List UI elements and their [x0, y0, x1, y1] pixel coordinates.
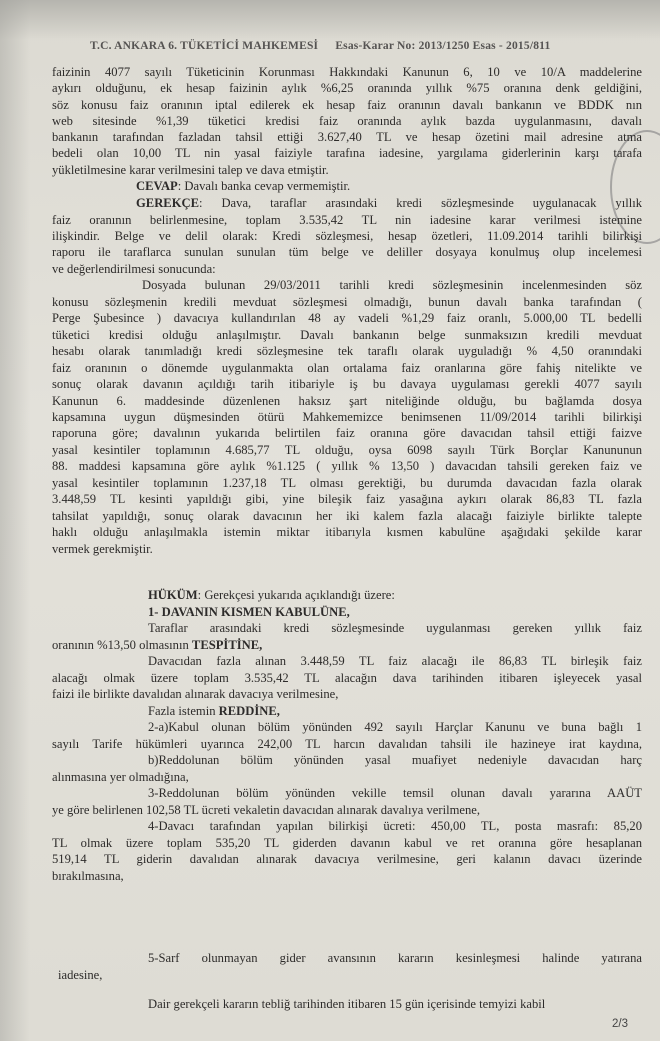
text-line: [58, 967, 642, 983]
text-line: [52, 996, 642, 1012]
court-name: T.C. ANKARA 6. TÜKETİCİ MAHKEMESİ: [90, 40, 319, 52]
section-heading: HÜKÜM: [148, 588, 198, 602]
text-line: [52, 752, 642, 768]
text-line: [52, 653, 642, 669]
line-text: oranının %13,50 olmasının: [52, 638, 192, 652]
text-line: [52, 736, 642, 752]
line-text: alınmasına yer olmadığına,: [52, 770, 189, 784]
line-text: faiz oranının o dönemde uygulanmakta olan ortalama faiz oranlarına göre fahiş nitelikte ve: [52, 361, 642, 375]
line-text: yasal kesintiler toplamının 1.237,18 TL olması gerektiği, bu durumda davacıdan fazla olarak: [52, 476, 642, 490]
line-text: faizi ile birlikte davalıdan alınarak davacıya verilmesine,: [52, 687, 339, 701]
text-line: [52, 113, 642, 129]
text-line: [52, 541, 642, 557]
text-line: [52, 327, 642, 343]
line-text: iadesine,: [58, 968, 103, 982]
text-line: [52, 64, 642, 80]
line-text: 3-Reddolunan bölüm yönünden vekille temsil olunan davalı yararına AAÜT: [148, 786, 642, 800]
line-text: Fazla istemin: [148, 704, 219, 718]
line-text: faizinin 4077 sayılı Tüketicinin Korunması Hakkındaki Kanunun 6, 10 ve 10/A maddelerine: [52, 65, 642, 79]
line-text: 3.448,59 TL kesinti yapıldığı gibi, yine bileşik faiz yasağına aykırı olarak 86,83 TL fazla: [52, 492, 642, 506]
line-text: : Dava, taraflar arasındaki kredi sözleşmesinde uygulanacak yıllık: [198, 196, 642, 210]
text-line: [52, 835, 642, 851]
emphasized-text: TESPİTİNE,: [191, 638, 263, 652]
line-text: Dair gerekçeli kararın tebliğ tarihinden itibaren 15 gün içerisinde temyizi kabil: [148, 997, 546, 1011]
line-text: 88. maddesi kapsamına göre aylık %1.125 ( yıllık % 13,50 ) davacıdan tahsili gereken faiz ve: [52, 459, 642, 473]
emphasized-text: 1- DAVANIN KISMEN KABULÜNE,: [148, 605, 350, 619]
line-text: tüketici kredisi olduğu anlaşılmıştır. Davalı bankanın belge sunmaksızın kredili mevduat: [52, 328, 642, 342]
line-text: ilişkindir. Belge ve delil olarak: Kredi sözleşmesi, hesap özetleri, 11.09.2014 tarihli bilirkişi: [52, 229, 642, 243]
text-line: [52, 868, 642, 884]
text-line: [52, 703, 642, 719]
text-line: [52, 195, 642, 211]
case-number: Esas-Karar No: 2013/1250 Esas - 2015/811: [335, 40, 551, 52]
line-text: kapsamına uygun düşmesinden ötürü Mahkememizce benimsenen 11/09/2014 tarihli bilirkişi: [52, 410, 642, 424]
line-text: bankanın tarafından fazladan tahsil ettiği 3.627,40 TL ve hesap özetini mail adresine atma: [52, 130, 642, 144]
text-line: [52, 228, 642, 244]
text-line: [52, 178, 642, 194]
text-line: [52, 620, 642, 636]
scan-shadow-left: [0, 0, 30, 1041]
scan-shadow-top: [0, 0, 660, 40]
line-text: haklı olduğu anlaşılmakla istemin miktar itibarıyla kısmen kabulüne aşağıdaki şekilde karar: [52, 525, 642, 539]
text-line: [52, 851, 642, 867]
line-text: yükletilmesine karar verilmesini talep ve dava etmiştir.: [52, 163, 329, 177]
text-line: [52, 129, 642, 145]
line-text: Kanunun 6. maddesinde düzenlenen haksız şart niteliğinde olduğu, bu bağlamda dosya: [52, 394, 642, 408]
line-text: aykırı olduğunu, ek hesap faizinin aylık %6,25 oranında yıllık %75 oranına denk geldiğini,: [52, 81, 642, 95]
line-text: TL olmak üzere toplam 535,20 TL giderden davanın kabul ve ret oranına göre hesaplanan: [52, 836, 642, 850]
line-text: : Davalı banka cevap vermemiştir.: [177, 179, 351, 193]
line-text: bırakılmasına,: [52, 869, 124, 883]
line-text: web sitesinde %1,39 tüketici kredisi faiz oranında aylık bazda uygulanmasını, davalı: [52, 114, 642, 128]
text-line: [52, 310, 642, 326]
text-line: [52, 162, 642, 178]
line-text: 519,14 TL giderin davalıdan alınarak davacıya verilmesine, geri kalanın davacı üzerinde: [52, 852, 642, 866]
text-line: [52, 604, 642, 620]
line-text: Taraflar arasındaki kredi sözleşmesinde uygulanması gereken yıllık faiz: [148, 621, 642, 635]
line-text: konusu sözleşmenin kredili mevduat sözleşmesi olmadığı, bunun davalı banka tarafından (: [52, 295, 642, 309]
line-text: faiz oranının belirlenmesine, toplam 3.535,42 TL nin iadesine karar verilmesi istemine: [52, 213, 642, 227]
line-text: Perge Şubesince ) davacıya kullandırılan 48 ay vadeli %1,29 faiz oranlı, 5.000,00 TL bedelli: [52, 311, 642, 325]
page-number: 2/3: [612, 1018, 628, 1030]
text-line: [52, 376, 642, 392]
line-text: sayılı Tarife hükümleri uyarınca 242,00 TL harcın davalıdan tahsili ile hazineye irat kaydına,: [52, 737, 642, 751]
text-line: [52, 458, 642, 474]
text-line: [52, 277, 642, 293]
text-line: [52, 97, 642, 113]
line-text: : Gerekçesi yukarıda açıklandığı üzere:: [197, 588, 395, 602]
text-line: [52, 294, 642, 310]
text-line: [52, 818, 642, 834]
section-heading: GEREKÇE: [136, 196, 199, 210]
text-line: [52, 475, 642, 491]
text-line: [52, 244, 642, 260]
text-line: [52, 950, 642, 966]
line-text: sonuç olarak davanın açıldığı tarih itibariyle iş bu davaya uygulaması gerekli 4077 sayılı: [52, 377, 642, 391]
text-line: [52, 343, 642, 359]
text-line: [52, 261, 642, 277]
line-text: ve değerlendirilmesi sonucunda:: [52, 262, 216, 276]
text-line: [52, 360, 642, 376]
line-text: raporuna göre; davalının yukarıda belirtilen faiz oranına göre davacıdan tahsil ettiği faizve: [52, 426, 642, 440]
line-text: 5-Sarf olunmayan gider avansının kararın kesinleşmesi halinde yatırana: [148, 951, 642, 965]
text-line: [52, 802, 642, 818]
text-line: [52, 491, 642, 507]
text-line: [52, 393, 642, 409]
text-line: [52, 670, 642, 686]
line-text: 2-a)Kabul olunan bölüm yönünden 492 sayılı Harçlar Kanunu ve buna bağlı 1: [148, 720, 642, 734]
line-text: alacağı olmak üzere toplam 3.535,42 TL alacağın dava tarihinden itibaren işleyecek yasal: [52, 671, 642, 685]
text-line: [52, 425, 642, 441]
line-text: 4-Davacı tarafından yapılan bilirkişi ücreti: 450,00 TL, posta masrafı: 85,20: [148, 819, 642, 833]
line-text: raporu ile taraflarca sunulan sunulan tüm belge ve deliller dosyaya konulmuş olup incelemesi: [52, 245, 642, 259]
text-line: [52, 785, 642, 801]
text-line: [52, 80, 642, 96]
text-line: [52, 145, 642, 161]
text-line: [52, 637, 642, 653]
text-line: [52, 587, 642, 603]
text-line: [52, 508, 642, 524]
line-text: hesabı olarak tanımladığı kredi sözleşmesine tek taraflı olarak uyguladığı % 4,50 oranındaki: [52, 344, 642, 358]
text-line: [52, 212, 642, 228]
text-line: [52, 686, 642, 702]
text-line: [52, 409, 642, 425]
line-text: b)Reddolunan bölüm yönünden yasal muafiyet nedeniyle davacıdan harç: [148, 753, 642, 767]
page-header: [90, 40, 650, 52]
line-text: Dosyada bulunan 29/03/2011 tarihli kredi sözleşmesinin incelenmesinden söz: [142, 278, 642, 292]
text-line: [52, 524, 642, 540]
text-line: [52, 442, 642, 458]
line-text: tahsilat yapıldığı, sonuç olarak davacının her iki kalem fazla alacağı faiziyle birlikte talepte: [52, 509, 642, 523]
line-text: Davacıdan fazla alınan 3.448,59 TL faiz alacağı ile 86,83 TL birleşik faiz: [148, 654, 642, 668]
line-text: ye göre belirlenen 102,58 TL ücreti vekaletin davacıdan alınarak davalıya verilmene,: [52, 803, 481, 817]
emphasized-text: REDDİNE,: [218, 704, 280, 718]
line-text: yasal kesintiler toplamının 4.685,77 TL olduğu, oysa 6098 sayılı Türk Borçlar Kanununun: [52, 443, 642, 457]
text-line: [52, 719, 642, 735]
text-line: [52, 769, 642, 785]
line-text: vermek gerekmiştir.: [52, 542, 153, 556]
line-text: bedeli olan 10,00 TL nin yasal faiziyle tarafına iadesine, yargılama giderlerinin karşı tarafa: [52, 146, 642, 160]
line-text: söz konusu faiz oranının iptal edilerek ek hesap faiz oranının davalı bankanın ve BDDK nın: [52, 98, 642, 112]
section-heading: CEVAP: [136, 179, 178, 193]
